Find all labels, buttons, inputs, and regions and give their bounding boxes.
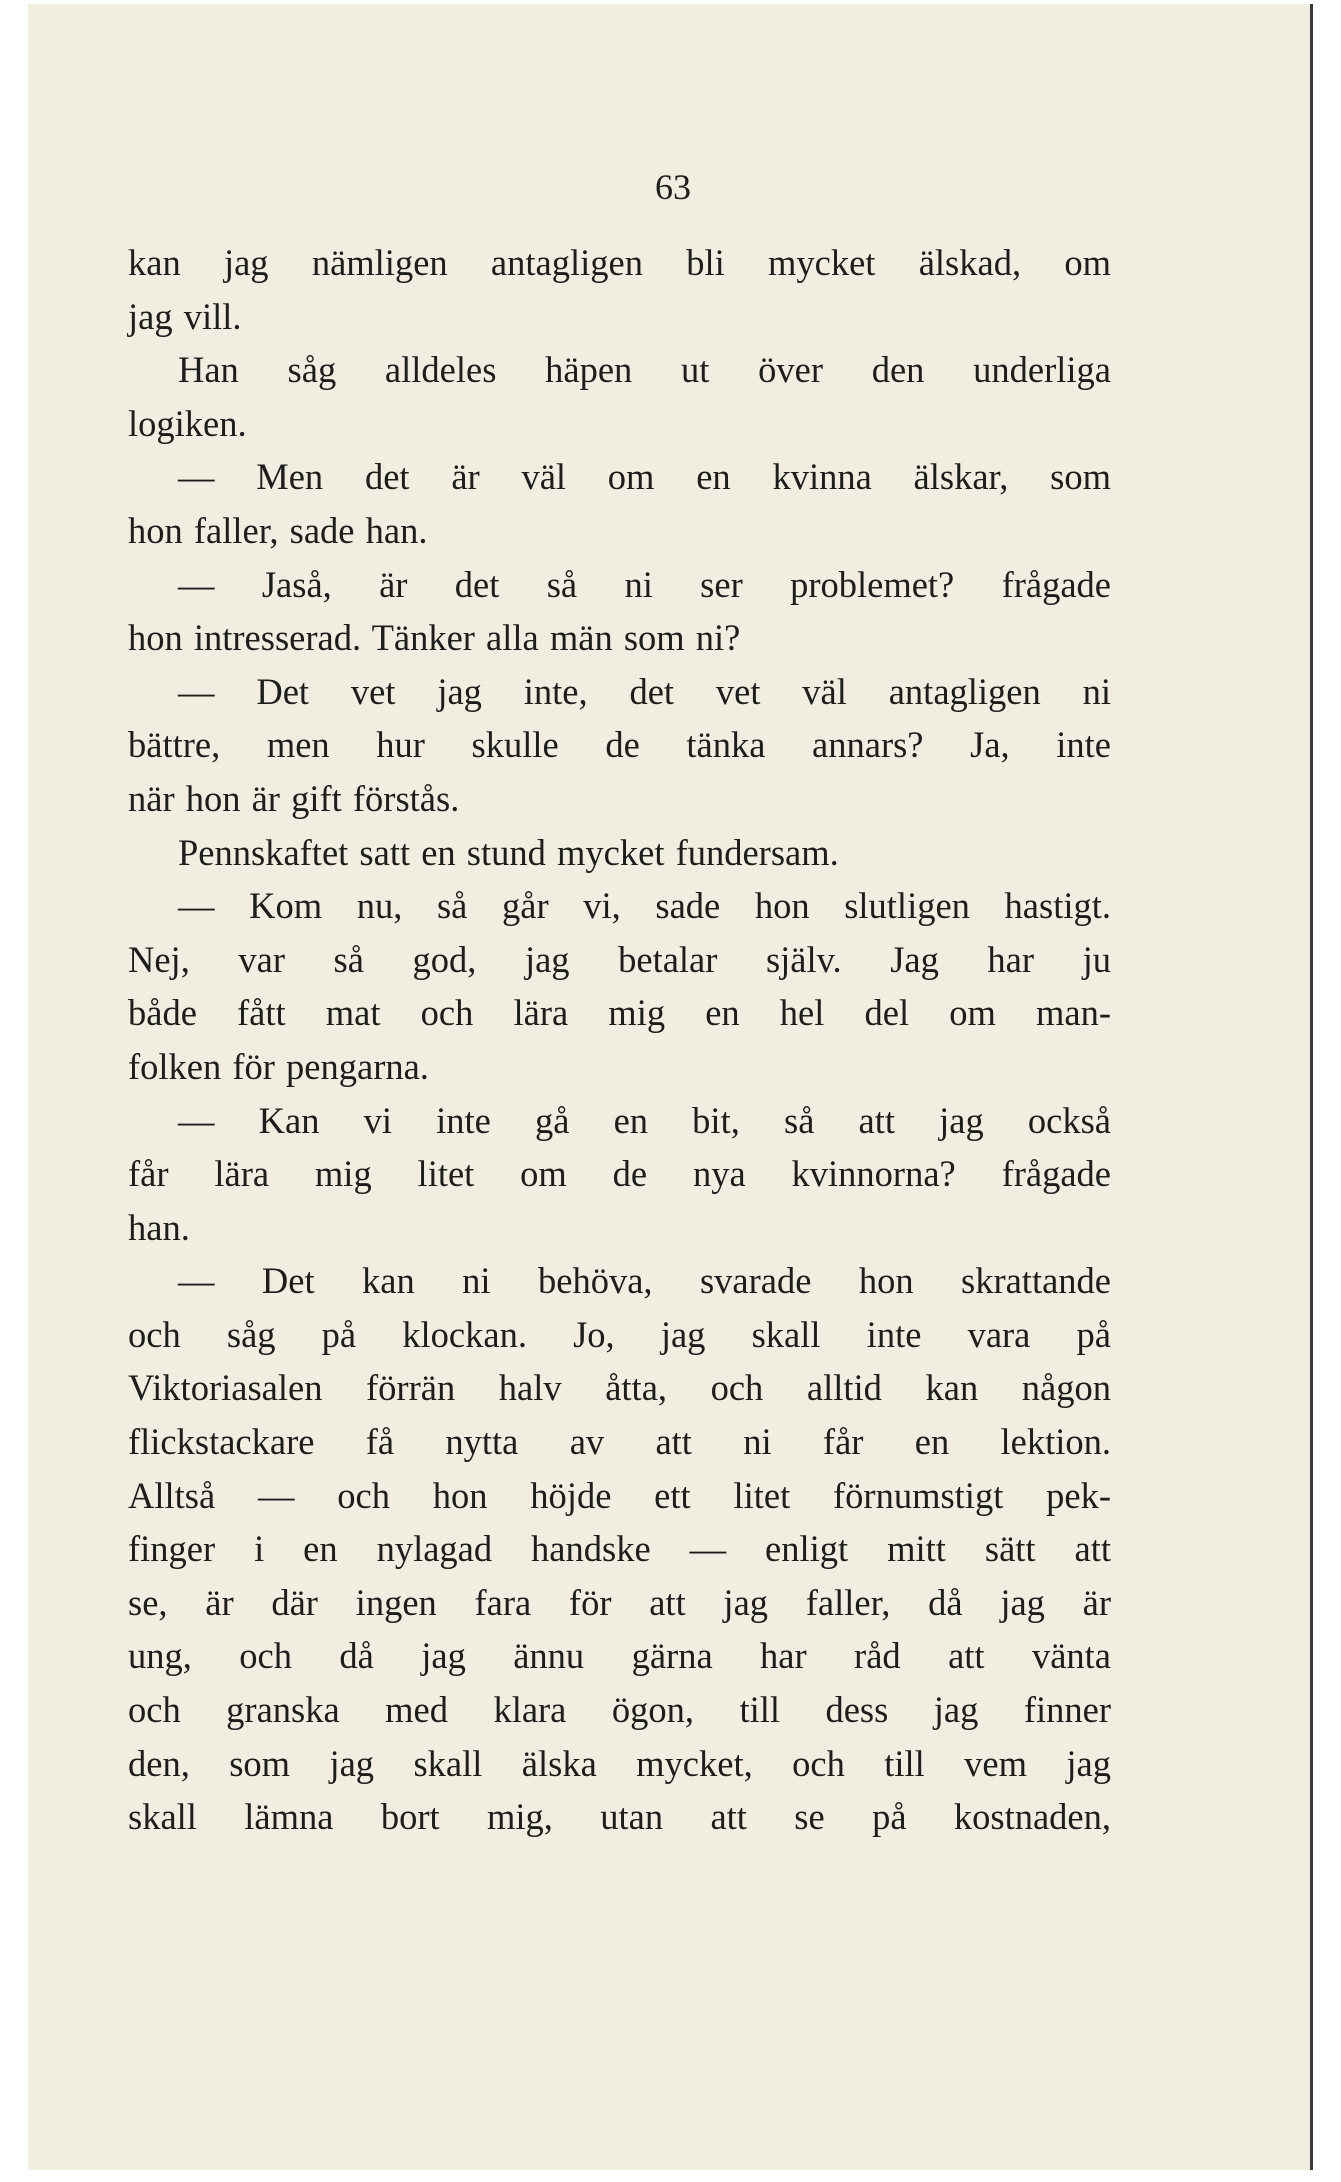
text-line: får lära mig litet om de nya kvinnorna? frågade — [128, 1153, 1111, 1195]
body-text — [128, 236, 1111, 1844]
text-line: hon intresserad. Tänker alla män som ni? — [128, 617, 741, 659]
text-line: ung, och då jag ännu gärna har råd att vänta — [128, 1635, 1111, 1677]
text-line: och såg på klockan. Jo, jag skall inte vara på — [128, 1313, 1111, 1355]
book-page — [28, 4, 1313, 2170]
text-line: Nej, var så god, jag betalar själv. Jag har ju — [128, 938, 1111, 980]
text-line: — Men det är väl om en kvinna älskar, som — [178, 456, 1111, 498]
text-line: logiken. — [128, 402, 247, 444]
text-line: Alltså — och hon höjde ett litet förnumstigt pek- — [128, 1474, 1111, 1516]
text-line: — Jaså, är det så ni ser problemet? frågade — [178, 563, 1111, 605]
text-line: bättre, men hur skulle de tänka annars? Ja, inte — [128, 724, 1111, 766]
text-line: se, är där ingen fara för att jag faller, då jag är — [128, 1581, 1111, 1623]
text-line: — Det vet jag inte, det vet väl antagligen ni — [178, 670, 1111, 712]
text-line: hon faller, sade han. — [128, 509, 428, 551]
text-line: skall lämna bort mig, utan att se på kostnaden, — [128, 1796, 1111, 1838]
text-line: kan jag nämligen antagligen bli mycket älskad, om — [128, 242, 1111, 283]
text-line: den, som jag skall älska mycket, och till vem jag — [128, 1742, 1111, 1784]
text-line: jag vill. — [128, 295, 242, 337]
text-line: finger i en nylagad handske — enligt mitt sätt att — [128, 1528, 1111, 1570]
text-line: när hon är gift förstås. — [128, 777, 460, 819]
page-number: 63 — [655, 167, 691, 207]
text-line: Viktoriasalen förrän halv åtta, och alltid kan någon — [128, 1367, 1111, 1409]
text-line: och granska med klara ögon, till dess jag finner — [128, 1689, 1111, 1731]
text-line: — Kan vi inte gå en bit, så att jag också — [178, 1099, 1111, 1141]
text-line: — Kom nu, så går vi, sade hon slutligen hastigt. — [178, 885, 1111, 927]
text-line: Pennskaftet satt en stund mycket fundersam. — [178, 831, 839, 873]
text-line: flickstackare få nytta av att ni får en lektion. — [128, 1421, 1111, 1463]
text-line: — Det kan ni behöva, svarade hon skrattande — [178, 1260, 1111, 1302]
text-line: både fått mat och lära mig en hel del om man- — [128, 992, 1111, 1034]
text-line: Han såg alldeles häpen ut över den underliga — [178, 349, 1111, 391]
text-line: han. — [128, 1206, 190, 1248]
text-line: folken för pengarna. — [128, 1045, 429, 1087]
